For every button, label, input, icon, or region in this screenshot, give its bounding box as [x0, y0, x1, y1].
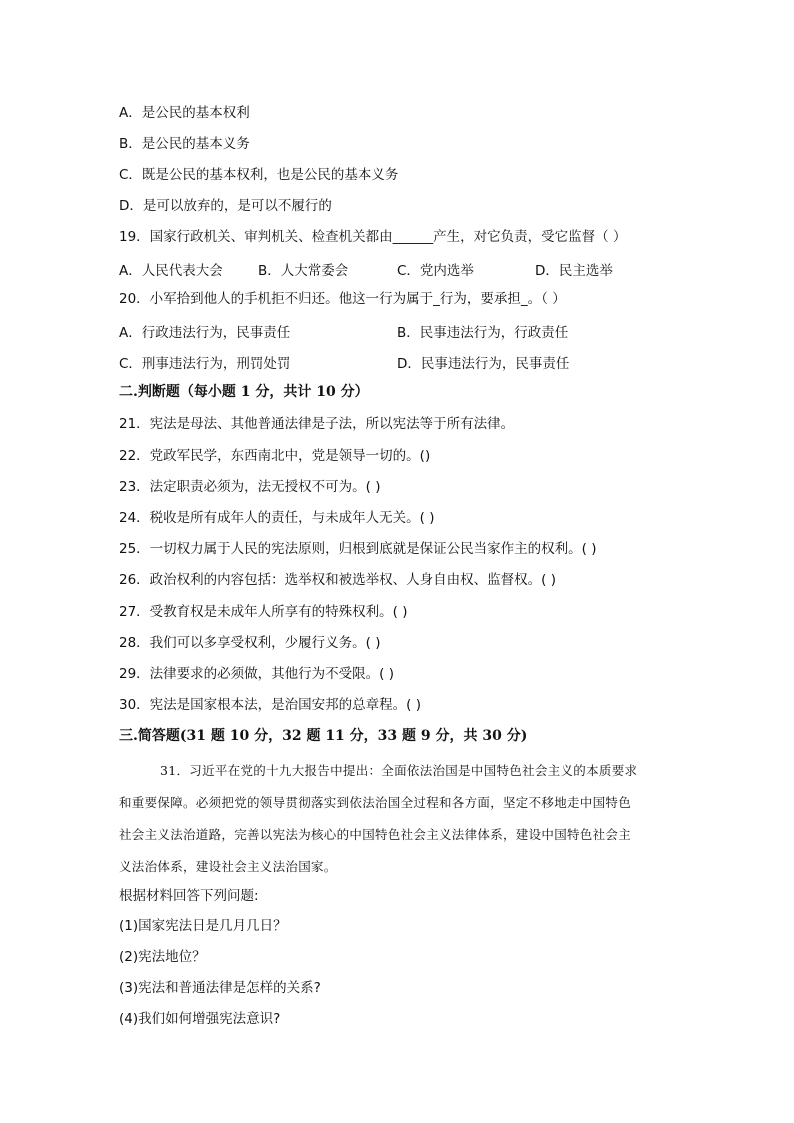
q20-option-b: B．民事违法行为，行政责任: [397, 325, 569, 341]
q20-stem: 20．小军拾到他人的手机拒不归还。他这一行为属于_行为，要承担_。（ ）: [119, 291, 566, 307]
question-3: (3)宪法和普通法律是怎样的关系?: [119, 980, 321, 996]
q20-option-d: D．民事违法行为，民事责任: [397, 356, 570, 372]
material-line-3: 社会主义法治道路，完善以宪法为核心的中国特色社会主义法律体系，建设中国特色社会主: [119, 827, 632, 842]
material-line-2: 和重要保障。必须把党的领导贯彻落实到依法治国全过程和各方面，坚定不移地走中国特色: [119, 795, 632, 810]
material-line-4: 义法治体系，建设社会主义法治国家。: [119, 859, 337, 874]
question-1: (1)国家宪法日是几月几日？: [119, 918, 287, 934]
q19-option-c: C．党内选举: [397, 263, 474, 279]
section-3-title: 三.简答题(31 题 10 分，32 题 11 分，33 题 9 分，共 30 分): [119, 728, 528, 744]
section-2-title: 二.判断题（每小题 1 分，共计 10 分）: [119, 384, 369, 400]
judgment-28: 28．我们可以多享受权利，少履行义务。( ): [119, 635, 381, 651]
judgment-29: 29．法律要求的必须做，其他行为不受限。( ): [119, 666, 395, 682]
q20-option-c: C．刑事违法行为，刑罚处罚: [119, 356, 291, 372]
q19-option-b: B．人大常委会: [258, 263, 349, 279]
judgment-21: 21．宪法是母法、其他普通法律是子法，所以宪法等于所有法律。: [119, 416, 515, 432]
answer-prompt: 根据材料回答下列问题:: [119, 888, 259, 904]
q18-option-a: A．是公民的基本权利: [119, 105, 250, 121]
q18-option-c: C．既是公民的基本权利，也是公民的基本义务: [119, 167, 399, 183]
judgment-24: 24．税收是所有成年人的责任，与未成年人无关。( ): [119, 510, 435, 526]
q18-option-d: D．是可以放弃的，是可以不履行的: [119, 198, 332, 214]
q19-option-d: D．民主选举: [535, 263, 613, 279]
judgment-26: 26．政治权利的内容包括：选举权和被选举权、人身自由权、监督权。( ): [119, 572, 557, 588]
q18-option-b: B．是公民的基本义务: [119, 136, 250, 152]
judgment-22: 22．党政军民学，东西南北中，党是领导一切的。(): [119, 448, 431, 464]
question-2: (2)宪法地位？: [119, 949, 206, 965]
material-line-1: 31．习近平在党的十九大报告中提出：全面依法治国是中国特色社会主义的本质要求: [160, 763, 638, 778]
q19-stem: 19．国家行政机关、审判机关、检查机关都由______产生，对它负责，受它监督（ ）: [119, 229, 627, 245]
judgment-25: 25．一切权力属于人民的宪法原则，归根到底就是保证公民当家作主的权利。( ): [119, 541, 597, 557]
q19-option-a: A．人民代表大会: [119, 263, 223, 279]
judgment-27: 27．受教育权是未成年人所享有的特殊权利。( ): [119, 604, 408, 620]
judgment-30: 30．宪法是国家根本法，是治国安邦的总章程。( ): [119, 697, 422, 713]
q20-option-a: A．行政违法行为，民事责任: [119, 325, 291, 341]
question-4: (4)我们如何增强宪法意识?: [119, 1011, 281, 1027]
judgment-23: 23．法定职责必须为，法无授权不可为。( ): [119, 479, 381, 495]
